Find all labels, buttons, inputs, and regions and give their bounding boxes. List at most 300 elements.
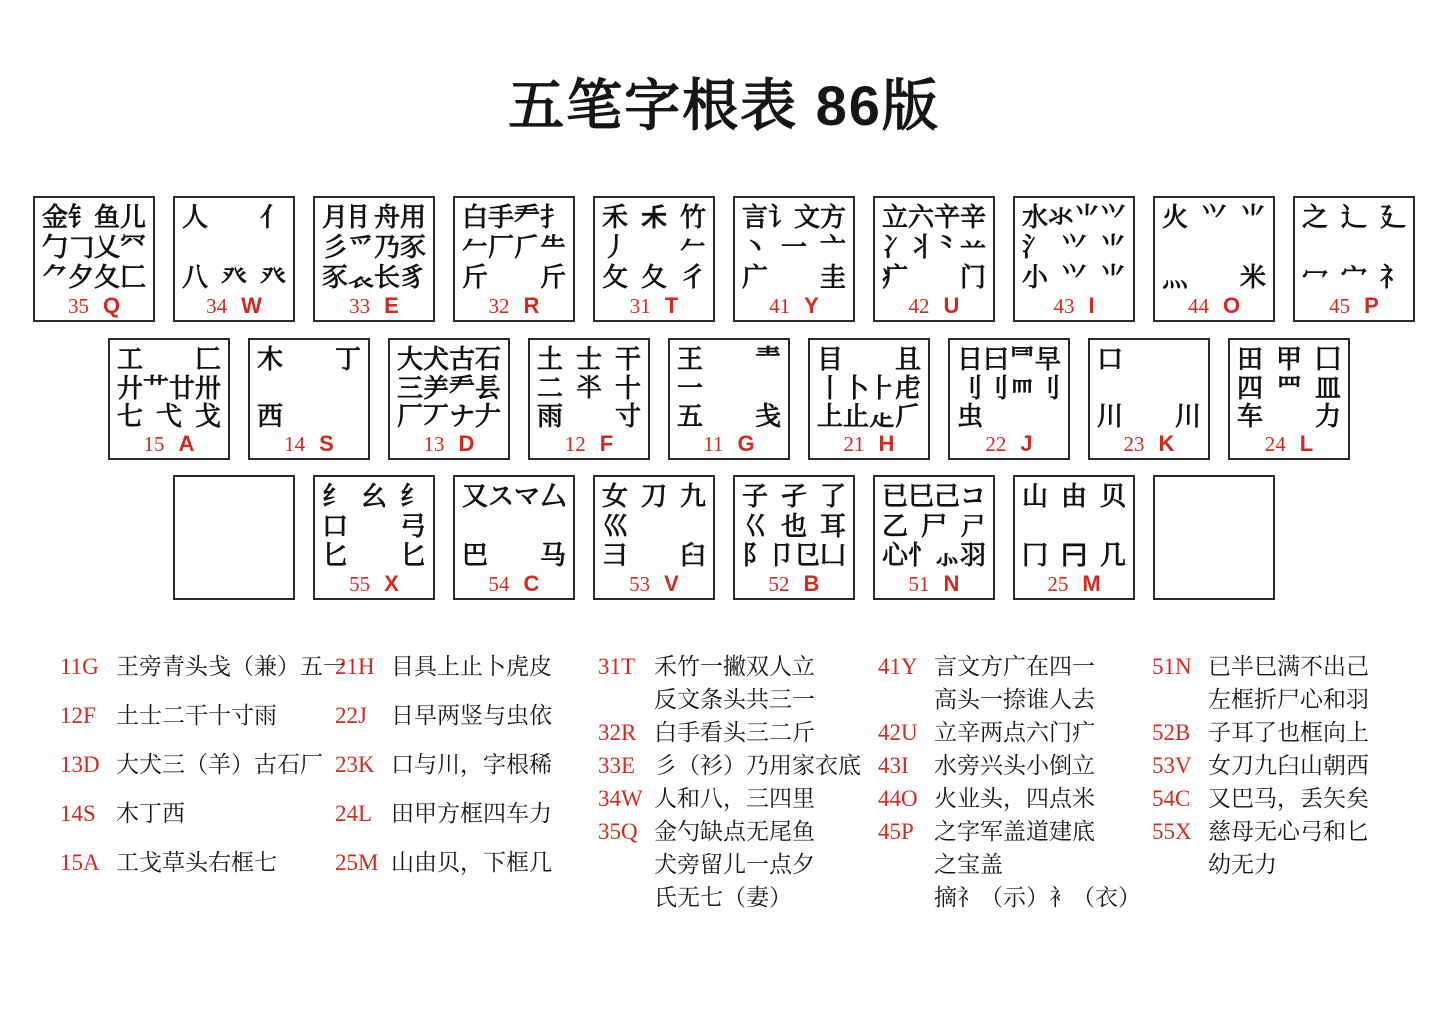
key-root-line <box>602 541 706 569</box>
mnemonic-code: 41Y <box>878 654 918 679</box>
mnemonic-code: 44O <box>878 786 918 811</box>
root-glyph: 七 <box>117 401 144 432</box>
root-glyph: 刂 <box>983 372 1010 403</box>
root-glyph: 犬 <box>423 344 450 374</box>
key-label <box>257 431 361 456</box>
root-glyph: ⺀ <box>934 232 961 262</box>
key-root-line <box>462 482 566 510</box>
root-glyph: 止 <box>843 401 870 432</box>
key-label <box>602 293 706 318</box>
root-glyph: 丶 <box>742 232 769 262</box>
page-title: 五笔字根表 86版 <box>508 74 940 137</box>
root-glyph: 口 <box>1097 344 1124 374</box>
mnemonic-entry-53V <box>1152 749 1369 782</box>
root-glyph: ⺶ <box>423 372 450 403</box>
key-R <box>453 196 575 322</box>
mnemonic-line: 之宝盖 <box>934 852 1003 877</box>
mnemonic-entry-41Y <box>878 650 1141 716</box>
mnemonic-entry-43I <box>878 749 1141 782</box>
root-glyph: ナ <box>449 401 476 432</box>
mnemonic-lines <box>116 650 346 683</box>
root-glyph: 已 <box>882 481 909 511</box>
root-glyph: 廿 <box>169 372 196 403</box>
key-number: 51 <box>908 571 930 596</box>
key-number: 31 <box>629 294 651 318</box>
key-root-line <box>882 263 986 291</box>
key-label <box>957 431 1061 456</box>
mnemonic-lines <box>1208 815 1369 881</box>
key-letter: R <box>523 293 540 318</box>
root-glyph: 𠂆 <box>895 401 922 432</box>
root-glyph: 川 <box>1174 401 1201 432</box>
root-glyph: 冖 <box>1302 262 1329 292</box>
key-root-line <box>817 402 921 430</box>
root-glyph: 心 <box>882 540 909 571</box>
mnemonic-code: 21H <box>335 654 375 679</box>
root-glyph: 灬 <box>1162 262 1189 292</box>
root-glyph: 儿 <box>120 202 147 232</box>
root-glyph: 凵 <box>820 540 847 571</box>
root-glyph: 巳 <box>908 481 935 511</box>
root-glyph: 𠃌 <box>68 232 95 262</box>
mnemonic-entry-25M <box>335 846 552 879</box>
mnemonic-entry-21H <box>335 650 552 683</box>
root-glyph: 鱼 <box>94 202 121 232</box>
key-label <box>1302 293 1406 318</box>
key-letter: C <box>523 570 540 596</box>
mnemonic-code: 24L <box>335 801 373 826</box>
root-glyph: 尸 <box>920 510 947 541</box>
mnemonic-line: 已半巳满不出己 <box>1208 654 1369 679</box>
key-root-line <box>677 374 781 402</box>
root-glyph: ⺍ <box>1200 202 1227 232</box>
key-root-line <box>957 374 1061 402</box>
key-V <box>593 475 715 600</box>
mnemonic-entry-44O <box>878 782 1141 815</box>
mnemonic-line: 工戈草头右框七 <box>116 850 277 875</box>
mnemonic-lines <box>934 782 1095 815</box>
root-glyph: 刂 <box>1035 372 1062 403</box>
mnemonic-code: 35Q <box>598 819 638 844</box>
root-glyph: ⺜ <box>1009 344 1036 374</box>
root-glyph: コ <box>960 481 987 511</box>
mnemonic-line: 摘礻（示）衤（衣） <box>934 885 1141 910</box>
key-root-line <box>1237 402 1341 430</box>
root-glyph: ⺈ <box>42 262 69 292</box>
mnemonic-code: 34W <box>598 786 643 811</box>
key-root-line <box>42 233 146 261</box>
root-glyph: 早 <box>1035 344 1062 374</box>
key-label <box>677 431 781 456</box>
mnemonic-line: 高头一捺谁人去 <box>934 687 1095 712</box>
root-glyph: 马 <box>539 540 566 571</box>
root-glyph: 卜 <box>843 372 870 403</box>
root-glyph: 一 <box>780 232 807 262</box>
key-number: 33 <box>349 294 371 318</box>
root-glyph: 竹 <box>679 202 706 232</box>
root-glyph: 又 <box>462 481 489 511</box>
key-number: 55 <box>349 571 371 596</box>
key-root-line <box>1097 374 1201 402</box>
key-label <box>882 293 986 318</box>
root-glyph: 忄 <box>908 540 935 571</box>
root-glyph: ⺍ <box>1100 202 1127 232</box>
key-root-line <box>182 263 286 291</box>
mnemonic-code: 33E <box>598 753 636 778</box>
root-glyph: 氺 <box>1048 202 1075 232</box>
root-glyph: 己 <box>934 481 961 511</box>
key-letter: K <box>1158 430 1175 456</box>
key-label <box>322 293 426 318</box>
key-root-line <box>1022 233 1126 261</box>
root-glyph: 冂 <box>1022 540 1049 571</box>
root-glyph: 用 <box>400 202 427 232</box>
key-label <box>537 431 641 456</box>
key-root-line <box>817 345 921 373</box>
key-root-line <box>742 203 846 231</box>
mnemonic-lines <box>391 650 552 683</box>
root-glyph: 虍 <box>895 372 922 403</box>
root-glyph: 孑 <box>780 481 807 511</box>
key-letter: I <box>1088 293 1095 318</box>
root-glyph: 丨 <box>817 372 844 403</box>
key-root-line <box>462 512 566 540</box>
mnemonic-code: 31T <box>598 654 636 679</box>
key-root-line <box>882 512 986 540</box>
mnemonic-line: 慈母无心弓和匕 <box>1208 819 1369 844</box>
mnemonic-code: 13D <box>60 752 100 777</box>
root-glyph: 女 <box>602 481 629 511</box>
root-glyph: ⺌ <box>1099 232 1126 262</box>
root-glyph: 寸 <box>614 401 641 432</box>
root-glyph: 手 <box>488 202 515 232</box>
mnemonic-column-2 <box>335 650 552 895</box>
root-glyph: 𠂇 <box>475 401 502 432</box>
root-glyph: 九 <box>679 481 706 511</box>
key-label <box>742 571 846 596</box>
root-glyph: 人 <box>182 202 209 232</box>
root-glyph: ス <box>488 481 515 511</box>
mnemonic-code: 32R <box>598 720 637 745</box>
key-P <box>1293 196 1415 322</box>
root-glyph: 豕 <box>322 262 349 292</box>
root-glyph: 木 <box>257 344 284 374</box>
key-root-line <box>257 402 361 430</box>
mnemonic-line: 山由贝，下框几 <box>391 850 552 875</box>
key-letter: E <box>384 293 399 318</box>
root-glyph: 辛 <box>960 202 987 232</box>
root-glyph: 钅 <box>68 202 95 232</box>
root-glyph: 亠 <box>819 232 846 262</box>
key-root-line <box>1022 263 1126 291</box>
mnemonic-line: 目具上止卜虎皮 <box>391 654 552 679</box>
mnemonic-line: 女刀九臼山朝西 <box>1208 753 1369 778</box>
root-glyph: 讠 <box>768 202 795 232</box>
key-K <box>1088 338 1210 460</box>
key-B <box>733 475 855 600</box>
root-glyph: 二 <box>537 372 564 403</box>
key-root-line <box>1302 203 1406 231</box>
key-root-line <box>397 345 501 373</box>
key-root-line <box>182 203 286 231</box>
key-A <box>108 338 230 460</box>
key-X <box>313 475 435 600</box>
root-glyph: 巜 <box>742 510 769 541</box>
key-root-line <box>882 482 986 510</box>
mnemonic-entry-12F <box>60 699 346 732</box>
root-glyph: 舟 <box>374 202 401 232</box>
mnemonic-entry-23K <box>335 748 552 781</box>
root-glyph: 氵 <box>1022 232 1049 262</box>
key-M <box>1013 475 1135 600</box>
mnemonic-code: 42U <box>878 720 918 745</box>
mnemonic-line: 立辛两点六门疒 <box>934 720 1095 745</box>
root-glyph: 疒 <box>882 262 909 292</box>
key-L <box>1228 338 1350 460</box>
key-number: 24 <box>1264 431 1286 456</box>
root-glyph: 攵 <box>602 262 629 292</box>
key-root-line <box>322 482 426 510</box>
key-number: 34 <box>206 294 228 318</box>
key-label <box>182 293 286 318</box>
key-label <box>322 571 426 596</box>
root-glyph: 𠦂 <box>575 372 602 403</box>
mnemonic-code: 15A <box>60 850 100 875</box>
root-glyph: 雨 <box>537 401 564 432</box>
key-label <box>742 293 846 318</box>
key-root-line <box>1237 374 1341 402</box>
key-root-line <box>257 345 361 373</box>
key-root-line <box>602 512 706 540</box>
key-label <box>462 571 566 596</box>
root-glyph: 白 <box>462 202 489 232</box>
root-glyph: 戈 <box>194 401 221 432</box>
key-number: 53 <box>629 571 651 596</box>
root-glyph: 匕 <box>322 540 349 571</box>
key-root-line <box>322 263 426 291</box>
root-glyph: 卩 <box>768 540 795 571</box>
root-glyph: 辶 <box>1340 202 1367 232</box>
key-root-line <box>322 203 426 231</box>
root-glyph: 𧘇 <box>348 262 375 292</box>
root-glyph: 戋 <box>754 401 781 432</box>
root-glyph: 夕 <box>68 262 95 292</box>
key-root-line <box>42 263 146 291</box>
key-root-line <box>742 541 846 569</box>
key-letter: J <box>1020 430 1033 456</box>
key-letter: S <box>319 430 334 456</box>
root-glyph: 巛 <box>602 510 629 541</box>
key-label <box>1162 293 1266 318</box>
root-glyph: 彡 <box>322 232 349 262</box>
key-number: 11 <box>703 431 724 456</box>
root-glyph: 癶 <box>259 262 286 292</box>
root-glyph: 长 <box>374 262 401 292</box>
mnemonic-code: 53V <box>1152 753 1192 778</box>
key-label <box>602 571 706 596</box>
root-glyph: 日 <box>957 344 984 374</box>
root-glyph: ⺧ <box>540 232 567 262</box>
root-glyph: 彐 <box>602 540 629 571</box>
mnemonic-code: 14S <box>60 801 96 826</box>
root-glyph: 𠔼 <box>1060 540 1087 571</box>
root-glyph: 卅 <box>195 372 222 403</box>
key-root-line <box>882 203 986 231</box>
key-root-line <box>322 512 426 540</box>
key-root-line <box>957 345 1061 373</box>
mnemonic-entry-45P <box>878 815 1141 914</box>
key-I <box>1013 196 1135 322</box>
key-letter: O <box>1222 293 1241 318</box>
mnemonic-lines <box>1208 716 1369 749</box>
mnemonic-entry-51N <box>1152 650 1369 716</box>
key-root-line <box>1022 203 1126 231</box>
root-glyph: 工 <box>117 344 144 374</box>
root-glyph: ⺊ <box>869 372 896 403</box>
key-number: 32 <box>488 294 510 318</box>
root-glyph: 礻 <box>1379 262 1406 292</box>
key-root-line <box>602 482 706 510</box>
root-glyph: 囗 <box>1314 344 1341 374</box>
key-root-line <box>117 374 221 402</box>
key-root-line <box>742 482 846 510</box>
mnemonic-line: 水旁兴头小倒立 <box>934 753 1095 778</box>
root-glyph: 弋 <box>155 401 182 432</box>
mnemonic-code: 55X <box>1152 819 1192 844</box>
key-U <box>873 196 995 322</box>
root-glyph: 纟 <box>399 481 426 511</box>
root-glyph: 八 <box>182 262 209 292</box>
mnemonic-lines <box>391 797 552 830</box>
mnemonic-code: 52B <box>1152 720 1191 745</box>
key-root-line <box>537 345 641 373</box>
mnemonic-code: 45P <box>878 819 914 844</box>
key-number: 13 <box>423 431 445 456</box>
mnemonic-line: 金勺缺点无尾鱼 <box>654 819 815 844</box>
key-number: 12 <box>564 431 586 456</box>
key-root-line <box>462 263 566 291</box>
root-glyph: 刂 <box>957 372 984 403</box>
keyboard-row-3 <box>0 475 1415 600</box>
mnemonic-column-3 <box>598 650 861 914</box>
root-glyph: 弓 <box>399 510 426 541</box>
mnemonic-line: 口与川，字根稀 <box>391 752 552 777</box>
mnemonic-lines <box>654 716 815 749</box>
root-glyph: マ <box>514 481 541 511</box>
root-glyph: 西 <box>257 401 284 432</box>
root-glyph: 厂 <box>397 401 424 432</box>
key-root-line <box>1097 402 1201 430</box>
root-glyph: 匕 <box>399 540 426 571</box>
root-glyph: 火 <box>1162 202 1189 232</box>
root-glyph: 䇂 <box>934 202 961 232</box>
mnemonic-entry-35Q <box>598 815 861 914</box>
root-glyph: 艹 <box>143 372 170 403</box>
key-root-line <box>742 233 846 261</box>
keyboard-row-1 <box>0 196 1415 322</box>
root-glyph: 方 <box>820 202 847 232</box>
key-letter: L <box>1299 430 1314 456</box>
root-glyph: 丁 <box>334 344 361 374</box>
mnemonic-lines <box>391 748 552 781</box>
root-glyph: 立 <box>882 202 909 232</box>
mnemonic-entry-52B <box>1152 716 1369 749</box>
root-glyph: 㔾 <box>794 540 821 571</box>
key-root-line <box>677 402 781 430</box>
key-root-line <box>537 374 641 402</box>
root-glyph: 阝 <box>742 540 769 571</box>
key-label <box>1097 431 1201 456</box>
key-number: 21 <box>843 431 865 456</box>
key-root-line <box>602 263 706 291</box>
key-Y <box>733 196 855 322</box>
key-root-line <box>1237 345 1341 373</box>
mnemonic-lines <box>116 699 277 732</box>
key-root-line <box>322 233 426 261</box>
key-number: 44 <box>1187 294 1209 318</box>
key-root-line <box>42 203 146 231</box>
root-glyph: 金 <box>42 202 69 232</box>
mnemonic-lines <box>391 699 552 732</box>
key-root-line <box>322 541 426 569</box>
root-glyph: ⺌ <box>1074 202 1101 232</box>
key-root-line <box>1302 263 1406 291</box>
key-letter: A <box>178 430 195 456</box>
mnemonic-entry-13D <box>60 748 346 781</box>
root-glyph: 廾 <box>117 372 144 403</box>
mnemonic-line: 火业头，四点米 <box>934 786 1095 811</box>
root-glyph: 罒 <box>1275 372 1302 403</box>
root-glyph: 冫 <box>882 232 909 262</box>
key-root-line <box>602 233 706 261</box>
root-glyph: 龵 <box>514 202 541 232</box>
empty-key-box <box>1153 475 1275 600</box>
root-glyph: 扌 <box>540 202 567 232</box>
key-root-line <box>462 541 566 569</box>
root-glyph: ⺝ <box>348 202 375 232</box>
mnemonic-rhymes <box>0 650 1448 1020</box>
mnemonic-code: 25M <box>335 850 379 875</box>
key-root-line <box>117 345 221 373</box>
mnemonic-line: 左框折尸心和羽 <box>1208 687 1369 712</box>
key-G <box>668 338 790 460</box>
key-letter: H <box>878 430 895 456</box>
root-glyph: ⺍ <box>1060 262 1087 292</box>
mnemonic-line: 犬旁留儿一点夕 <box>654 852 815 877</box>
keyboard-row-2 <box>0 338 1415 460</box>
mnemonic-line: 彡（衫）乃用家衣底 <box>654 753 861 778</box>
mnemonic-column-1 <box>60 650 346 895</box>
root-glyph: 上 <box>817 401 844 432</box>
root-glyph: 水 <box>1022 202 1049 232</box>
root-glyph: 王 <box>677 344 704 374</box>
key-number: 35 <box>67 294 89 318</box>
mnemonic-line: 幼无力 <box>1208 852 1277 877</box>
mnemonic-line: 又巴马，丢矢矣 <box>1208 786 1369 811</box>
key-number: 52 <box>768 571 790 596</box>
mnemonic-code: 11G <box>60 654 99 679</box>
root-glyph: 乂 <box>94 232 121 262</box>
root-glyph: 力 <box>1314 401 1341 432</box>
root-glyph: 癶 <box>220 262 247 292</box>
root-glyph: 石 <box>475 344 502 374</box>
root-glyph: 米 <box>1239 262 1266 292</box>
mnemonic-entry-34W <box>598 782 861 815</box>
mnemonic-lines <box>1208 749 1369 782</box>
key-root-line <box>1302 233 1406 261</box>
key-Q <box>33 196 155 322</box>
root-glyph: 乃 <box>374 232 401 262</box>
